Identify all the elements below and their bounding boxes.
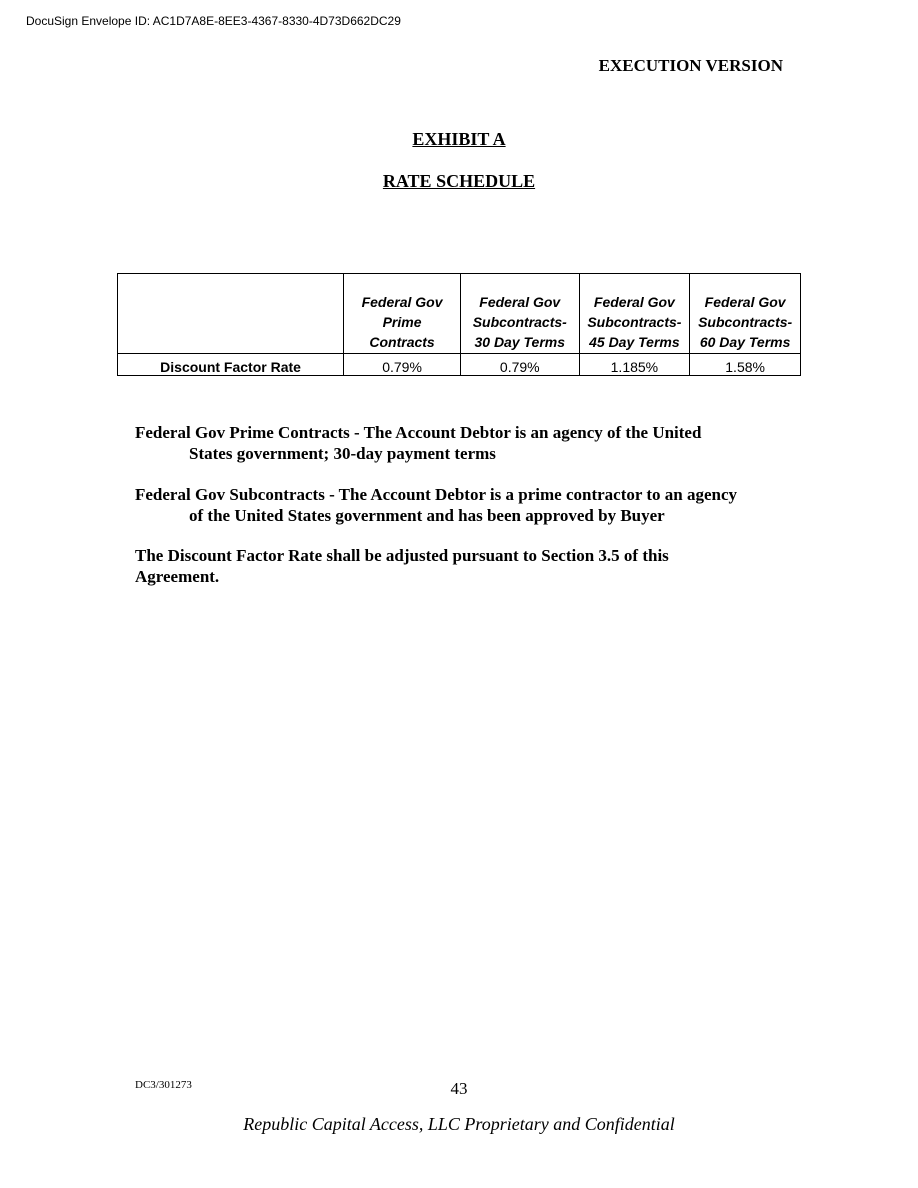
execution-version-label: EXECUTION VERSION bbox=[598, 56, 783, 75]
paragraph-line: States government; 30-day payment terms bbox=[189, 444, 496, 463]
header-line: Federal Gov bbox=[704, 294, 786, 310]
header-subcontracts-45 bbox=[579, 274, 690, 354]
header-line: 60 Day Terms bbox=[699, 334, 791, 350]
rate-subcontracts-30: 0.79% bbox=[461, 354, 580, 376]
header-line: Federal Gov bbox=[479, 294, 561, 310]
header-line: Federal Gov bbox=[361, 294, 443, 310]
exhibit-title: EXHIBIT A bbox=[412, 129, 506, 149]
rate-subcontracts-60: 1.58% bbox=[690, 354, 801, 376]
header-subcontracts-30 bbox=[461, 274, 580, 354]
page-number: 43 bbox=[450, 1079, 468, 1098]
paragraph-line: Federal Gov Prime Contracts - The Account Debtor is an agency of the United bbox=[135, 423, 702, 442]
header-line: 45 Day Terms bbox=[589, 334, 680, 350]
document-code: DC3/301273 bbox=[135, 1079, 192, 1091]
paragraph-line: Federal Gov Subcontracts - The Account Debtor is a prime contractor to an agency bbox=[135, 485, 738, 504]
header-line: Prime bbox=[382, 314, 422, 330]
rate-schedule-table bbox=[117, 273, 801, 376]
header-prime-contracts bbox=[344, 274, 461, 354]
header-line: Subcontracts- bbox=[472, 314, 567, 330]
paragraph-line: Agreement. bbox=[135, 567, 220, 586]
subcontracts-definition bbox=[135, 484, 795, 526]
prime-contracts-definition bbox=[135, 422, 795, 464]
table-header-row bbox=[118, 274, 801, 354]
paragraph-line: The Discount Factor Rate shall be adjusted pursuant to Section 3.5 of this bbox=[135, 546, 669, 565]
header-line: Subcontracts- bbox=[587, 314, 682, 330]
header-line: 30 Day Terms bbox=[474, 334, 566, 350]
discount-factor-rate-label: Discount Factor Rate bbox=[118, 354, 344, 376]
header-line: Subcontracts- bbox=[698, 314, 793, 330]
docusign-envelope-id: DocuSign Envelope ID: AC1D7A8E-8EE3-4367-8330-4D73D662DC29 bbox=[26, 14, 401, 28]
rate-schedule-title: RATE SCHEDULE bbox=[382, 171, 536, 191]
table-header-empty bbox=[118, 274, 344, 354]
table-row bbox=[118, 354, 801, 376]
header-line: Federal Gov bbox=[593, 294, 675, 310]
header-subcontracts-60 bbox=[690, 274, 801, 354]
rate-subcontracts-45: 1.185% bbox=[579, 354, 690, 376]
confidential-notice: Republic Capital Access, LLC Proprietary and Confidential bbox=[243, 1114, 675, 1134]
header-line: Contracts bbox=[369, 334, 435, 350]
rate-adjustment-note bbox=[135, 545, 795, 587]
paragraph-line: of the United States government and has been approved by Buyer bbox=[189, 506, 665, 525]
rate-prime-contracts: 0.79% bbox=[344, 354, 461, 376]
